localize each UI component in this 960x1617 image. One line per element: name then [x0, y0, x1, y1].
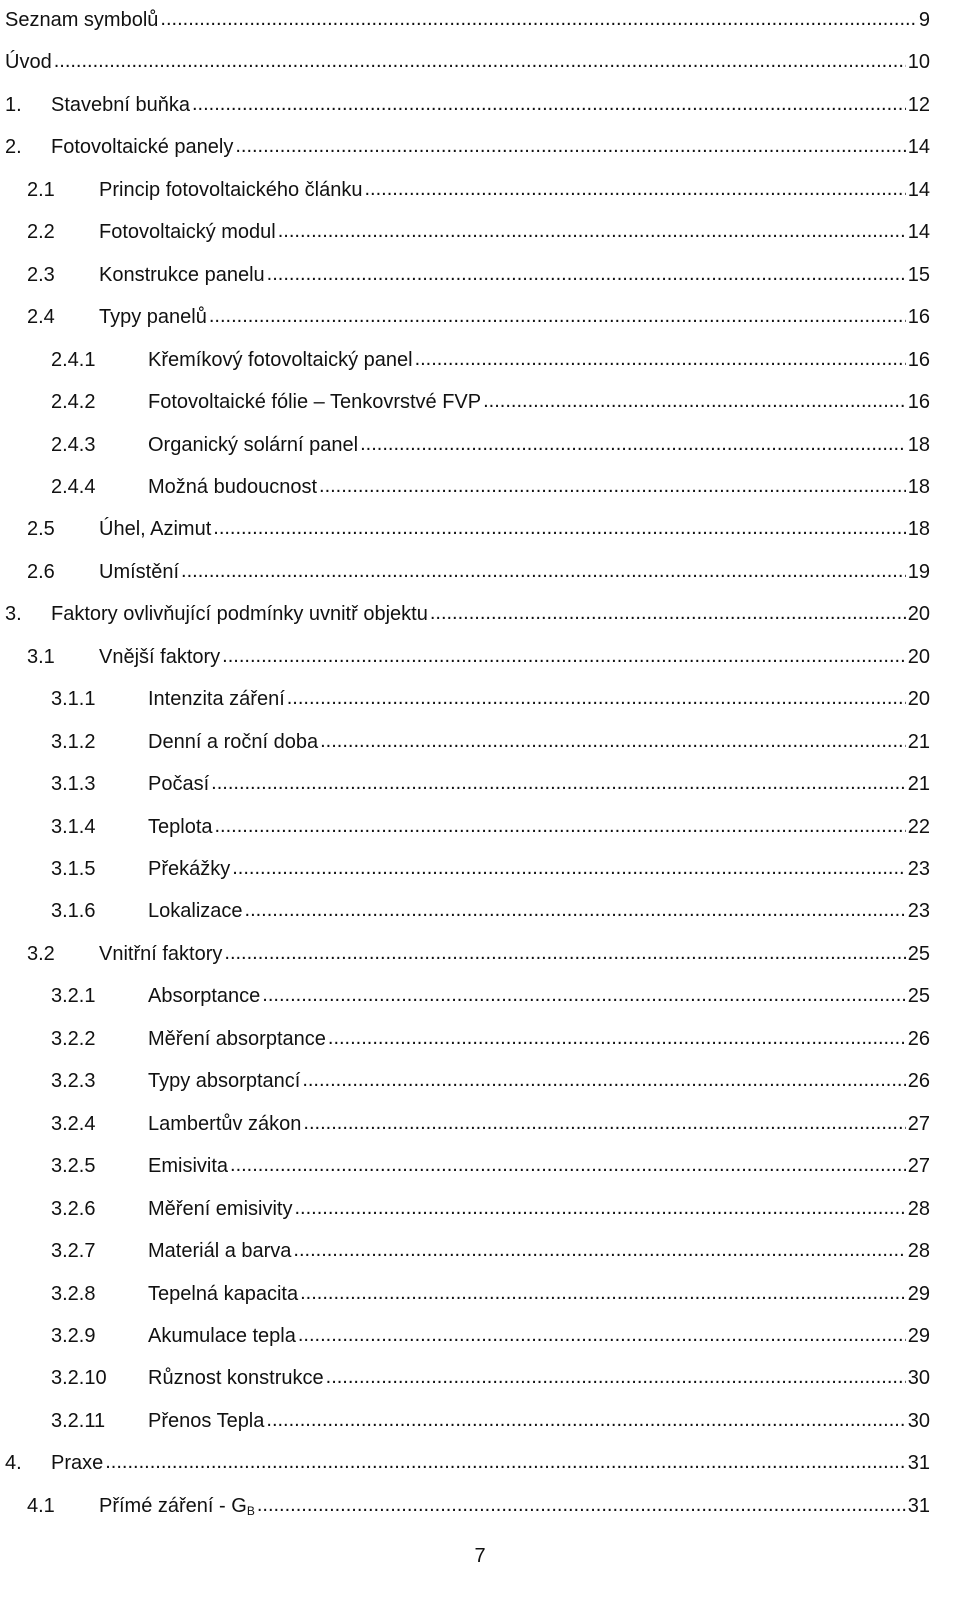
toc-entry-number: 2.1	[27, 178, 55, 201]
toc-entry-number: 2.4.1	[51, 348, 96, 371]
toc-entry-title-text: Typy panelů	[99, 306, 207, 329]
toc-entry[interactable]	[0, 812, 930, 842]
toc-entry-title-text: Fotovoltaické panely	[51, 136, 234, 159]
toc-entry[interactable]	[0, 430, 930, 460]
toc-leader-dots	[302, 1065, 905, 1095]
toc-entry-page: 23	[907, 858, 930, 880]
toc-entry-title	[148, 1151, 228, 1181]
toc-entry-number: 3.2.10	[51, 1367, 107, 1390]
toc-entry-number: 3.2.11	[51, 1409, 106, 1432]
toc-entry-title-text: Praxe	[51, 1452, 104, 1475]
toc-entry[interactable]	[0, 90, 930, 120]
toc-entry-number: 3.1	[27, 645, 55, 668]
toc-entry-title-subscript: B	[246, 1503, 255, 1518]
toc-leader-dots	[430, 598, 906, 628]
toc-entry-number: 2.3	[27, 263, 55, 286]
toc-entry-title	[99, 217, 276, 247]
toc-entry-page: 23	[907, 900, 930, 923]
toc-entry-page: 18	[907, 518, 930, 541]
toc-entry-page: 26	[907, 1070, 930, 1093]
toc-entry-page: 25	[907, 942, 930, 965]
toc-entry[interactable]	[0, 5, 930, 35]
toc-entry-title	[148, 1406, 264, 1436]
toc-entry-page: 21	[907, 773, 930, 796]
toc-entry-number: 3.2.8	[51, 1282, 96, 1305]
toc-entry-title-text: Seznam symbolů	[5, 9, 159, 31]
toc-entry-number: 3.2.9	[51, 1324, 96, 1347]
toc-leader-dots	[320, 726, 906, 756]
toc-leader-dots	[235, 131, 905, 161]
toc-leader-dots	[211, 768, 906, 798]
toc-entry-number: 2.4	[27, 306, 55, 329]
toc-entry-title	[148, 1024, 326, 1054]
toc-entry-title	[99, 642, 220, 672]
toc-entry-number: 3.	[5, 603, 22, 626]
toc-entry-title-text: Úhel, Azimut	[99, 518, 212, 541]
toc-entry-page: 18	[907, 433, 930, 456]
toc-entry-title-text: Různost konstrukce	[148, 1367, 324, 1390]
page-number: 7	[474, 1545, 486, 1567]
toc-entry-page: 10	[907, 51, 930, 74]
toc-entry-title	[148, 1363, 324, 1393]
toc-leader-dots	[319, 471, 906, 501]
toc-entry-page: 16	[907, 306, 930, 329]
toc-entry-page: 20	[907, 688, 930, 711]
toc-entry-title	[148, 1194, 292, 1224]
toc-entry-title-text: Vnější faktory	[99, 645, 221, 668]
toc-leader-dots	[245, 895, 906, 925]
toc-leader-dots	[192, 89, 906, 119]
toc-leader-dots	[278, 216, 906, 246]
toc-entry-title-text: Lokalizace	[148, 900, 243, 923]
toc-entry[interactable]	[0, 132, 930, 162]
toc-leader-dots	[209, 301, 906, 331]
toc-entry-title-text: Měření emisivity	[148, 1197, 293, 1220]
toc-entry-title	[148, 1279, 298, 1309]
toc-entry[interactable]	[0, 1448, 930, 1478]
toc-entry-number: 3.1.1	[51, 688, 96, 711]
toc-entry[interactable]	[0, 1491, 930, 1521]
toc-leader-dots	[213, 513, 905, 543]
toc-entry-title	[148, 430, 358, 460]
toc-entry-number: 3.1.4	[51, 815, 96, 838]
toc-entry[interactable]	[0, 557, 930, 587]
toc-entry-title-text: Překážky	[148, 858, 231, 880]
toc-entry-page: 22	[907, 815, 930, 838]
toc-leader-dots	[415, 344, 906, 374]
toc-entry-page: 14	[907, 178, 930, 201]
toc-entry[interactable]	[0, 769, 930, 799]
toc-entry-title-text: Přímé záření - G	[99, 1494, 247, 1517]
toc-leader-dots	[294, 1193, 905, 1223]
toc-entry-page: 31	[907, 1452, 930, 1475]
toc-leader-dots	[298, 1320, 906, 1350]
toc-entry-title	[148, 1321, 296, 1351]
toc-entry-title-text: Lambertův zákon	[148, 1112, 302, 1135]
toc-entry-title	[148, 854, 230, 884]
toc-leader-dots	[224, 938, 905, 968]
toc-leader-dots	[230, 1150, 906, 1180]
toc-entry-number: 3.2.1	[51, 985, 96, 1008]
toc-entry[interactable]	[0, 514, 930, 544]
toc-entry-number: 2.4.2	[51, 391, 96, 414]
toc-entry-title	[148, 981, 260, 1011]
toc-entry-number: 3.2.6	[51, 1197, 96, 1220]
toc-entry-title-text: Stavební buňka	[51, 93, 190, 116]
toc-entry-page: 12	[907, 93, 930, 116]
toc-entry-title-text: Princip fotovoltaického článku	[99, 178, 363, 201]
toc-entry-title-text: Umístění	[99, 560, 180, 583]
toc-entry-title-text: Organický solární panel	[148, 433, 359, 456]
toc-entry-title	[148, 812, 213, 842]
toc-entry[interactable]	[0, 939, 930, 969]
toc-entry[interactable]	[0, 472, 930, 502]
toc-entry-page: 26	[907, 1027, 930, 1050]
toc-entry-page: 16	[907, 391, 930, 414]
toc-entry[interactable]	[0, 1321, 930, 1351]
toc-entry[interactable]	[0, 1151, 930, 1181]
toc-entry[interactable]	[0, 217, 930, 247]
toc-entry-title	[51, 90, 190, 120]
toc-entry-title-text: Úvod	[5, 51, 52, 74]
toc-entry-page: 27	[907, 1112, 930, 1135]
toc-entry-page: 20	[907, 645, 930, 668]
toc-entry-number: 3.2.7	[51, 1240, 96, 1263]
toc-entry-title-text: Denní a roční doba	[148, 730, 319, 753]
toc-entry-number: 2.	[5, 136, 22, 159]
toc-entry-title-text: Fotovoltaický modul	[99, 221, 276, 244]
toc-entry-number: 2.6	[27, 560, 55, 583]
toc-leader-dots	[303, 1108, 905, 1138]
toc-entry-page: 27	[907, 1155, 930, 1178]
toc-entry-title-text: Měření absorptance	[148, 1027, 326, 1050]
toc-entry[interactable]	[0, 1066, 930, 1096]
toc-entry-page: 30	[907, 1409, 930, 1432]
toc-entry-title	[99, 939, 222, 969]
toc-entry-title-text: Absorptance	[148, 985, 261, 1008]
toc-entry[interactable]	[0, 1279, 930, 1309]
toc-entry-title	[148, 345, 413, 375]
toc-entry-title-text: Materiál a barva	[148, 1240, 292, 1263]
toc-entry-title	[148, 684, 285, 714]
toc-entry-title-text: Konstrukce panelu	[99, 263, 265, 286]
toc-entry-number: 3.2	[27, 942, 55, 965]
toc-entry-page: 9	[918, 9, 930, 31]
toc-entry-title	[148, 1236, 291, 1266]
toc-entry-title	[5, 5, 158, 35]
toc-entry-number: 3.1.3	[51, 773, 96, 796]
toc-entry-title-text: Počasí	[148, 773, 210, 796]
toc-entry-title-text: Akumulace tepla	[148, 1324, 296, 1347]
toc-entry[interactable]	[0, 47, 930, 77]
toc-entry-page: 14	[907, 136, 930, 159]
toc-entry-title	[51, 132, 233, 162]
toc-entry-title	[99, 557, 179, 587]
toc-entry-title	[148, 1066, 300, 1096]
toc-entry-page: 19	[907, 560, 930, 583]
toc-entry-title	[148, 727, 318, 757]
toc-leader-dots	[262, 980, 905, 1010]
toc-leader-dots	[267, 259, 906, 289]
toc-entry-page: 14	[907, 221, 930, 244]
toc-entry-page: 25	[907, 985, 930, 1008]
toc-entry[interactable]	[0, 1363, 930, 1393]
toc-entry-title-text: Fotovoltaické fólie – Tenkovrstvé FVP	[148, 391, 482, 414]
toc-entry-page: 20	[907, 603, 930, 626]
toc-entry-number: 2.2	[27, 221, 55, 244]
toc-entry-title	[148, 1109, 301, 1139]
toc-leader-dots	[257, 1490, 906, 1520]
toc-leader-dots	[222, 641, 906, 671]
toc-entry-title	[99, 1491, 255, 1526]
toc-entry[interactable]	[0, 684, 930, 714]
toc-entry[interactable]	[0, 854, 930, 884]
toc-entry-title	[51, 599, 428, 629]
toc-entry-number: 3.1.6	[51, 900, 96, 923]
toc-entry-title	[148, 387, 481, 417]
toc-entry[interactable]	[0, 727, 930, 757]
toc-entry[interactable]	[0, 1109, 930, 1139]
toc-entry-number: 2.4.4	[51, 475, 96, 498]
toc-entry[interactable]	[0, 302, 930, 332]
toc-entry-number: 4.	[5, 1452, 22, 1475]
toc-leader-dots	[360, 429, 906, 459]
toc-entry-number: 3.2.2	[51, 1027, 96, 1050]
toc-entry-number: 3.1.5	[51, 858, 96, 880]
toc-leader-dots	[300, 1278, 906, 1308]
toc-entry[interactable]	[0, 175, 930, 205]
toc-entry-title	[51, 1448, 103, 1478]
toc-entry-title-text: Teplota	[148, 815, 213, 838]
toc-leader-dots	[215, 811, 906, 841]
toc-entry-number: 3.2.3	[51, 1070, 96, 1093]
toc-entry[interactable]	[0, 1406, 930, 1436]
toc-leader-dots	[160, 4, 916, 34]
toc-entry-title	[148, 472, 317, 502]
toc-entry[interactable]	[0, 599, 930, 629]
toc-leader-dots	[293, 1235, 905, 1265]
toc-entry-number: 2.5	[27, 518, 55, 541]
toc-entry-number: 4.1	[27, 1494, 55, 1517]
toc-entry-title-text: Faktory ovlivňující podmínky uvnitř objektu	[51, 603, 428, 626]
toc-entry-title	[99, 260, 265, 290]
toc-entry-page: 30	[907, 1367, 930, 1390]
toc-entry-number: 2.4.3	[51, 433, 96, 456]
toc-entry[interactable]	[0, 1236, 930, 1266]
toc-leader-dots	[54, 46, 906, 76]
toc-leader-dots	[105, 1447, 906, 1477]
toc-leader-dots	[181, 556, 906, 586]
toc-entry[interactable]	[0, 1194, 930, 1224]
toc-leader-dots	[266, 1405, 905, 1435]
toc-entry-page: 15	[907, 263, 930, 286]
toc-entry-title-text: Křemíkový fotovoltaický panel	[148, 348, 413, 371]
toc-entry-title	[148, 896, 243, 926]
toc-entry-page: 29	[907, 1324, 930, 1347]
toc-entry-title-text: Přenos Tepla	[148, 1409, 265, 1432]
toc-entry-page: 21	[907, 730, 930, 753]
toc-entry-number: 1.	[5, 93, 22, 116]
toc-entry[interactable]	[0, 981, 930, 1011]
toc-entry-title-text: Vnitřní faktory	[99, 942, 223, 965]
toc-entry-page: 31	[907, 1494, 930, 1517]
toc-entry-number: 3.2.4	[51, 1112, 96, 1135]
toc-entry[interactable]	[0, 387, 930, 417]
toc-entry-page: 28	[907, 1197, 930, 1220]
toc-entry-page: 28	[907, 1240, 930, 1263]
toc-entry-title	[148, 769, 209, 799]
toc-entry-page: 16	[907, 348, 930, 371]
toc-entry[interactable]	[0, 1024, 930, 1054]
toc-leader-dots	[328, 1023, 906, 1053]
toc-leader-dots	[326, 1362, 906, 1392]
toc-entry[interactable]	[0, 642, 930, 672]
toc-entry[interactable]	[0, 896, 930, 926]
toc-entry-title	[99, 514, 211, 544]
toc-entry-page: 29	[907, 1282, 930, 1305]
toc-entry-page: 18	[907, 475, 930, 498]
toc-entry-title	[99, 175, 362, 205]
toc-entry-title-text: Typy absorptancí	[148, 1070, 301, 1093]
toc-leader-dots	[483, 386, 906, 416]
toc-entry[interactable]	[0, 345, 930, 375]
toc-entry-title-text: Intenzita záření	[148, 688, 285, 711]
toc-entry-number: 3.2.5	[51, 1155, 96, 1178]
toc-entry-title-text: Tepelná kapacita	[148, 1282, 299, 1305]
toc-entry-number: 3.1.2	[51, 730, 96, 753]
toc-entry[interactable]	[0, 260, 930, 290]
toc-leader-dots	[287, 683, 906, 713]
toc-entry-title-text: Emisivita	[148, 1155, 229, 1178]
toc-entry-title	[5, 47, 52, 77]
toc-leader-dots	[364, 174, 905, 204]
toc-leader-dots	[232, 853, 906, 883]
toc-entry-title	[99, 302, 207, 332]
toc-entry-title-text: Možná budoucnost	[148, 475, 318, 498]
